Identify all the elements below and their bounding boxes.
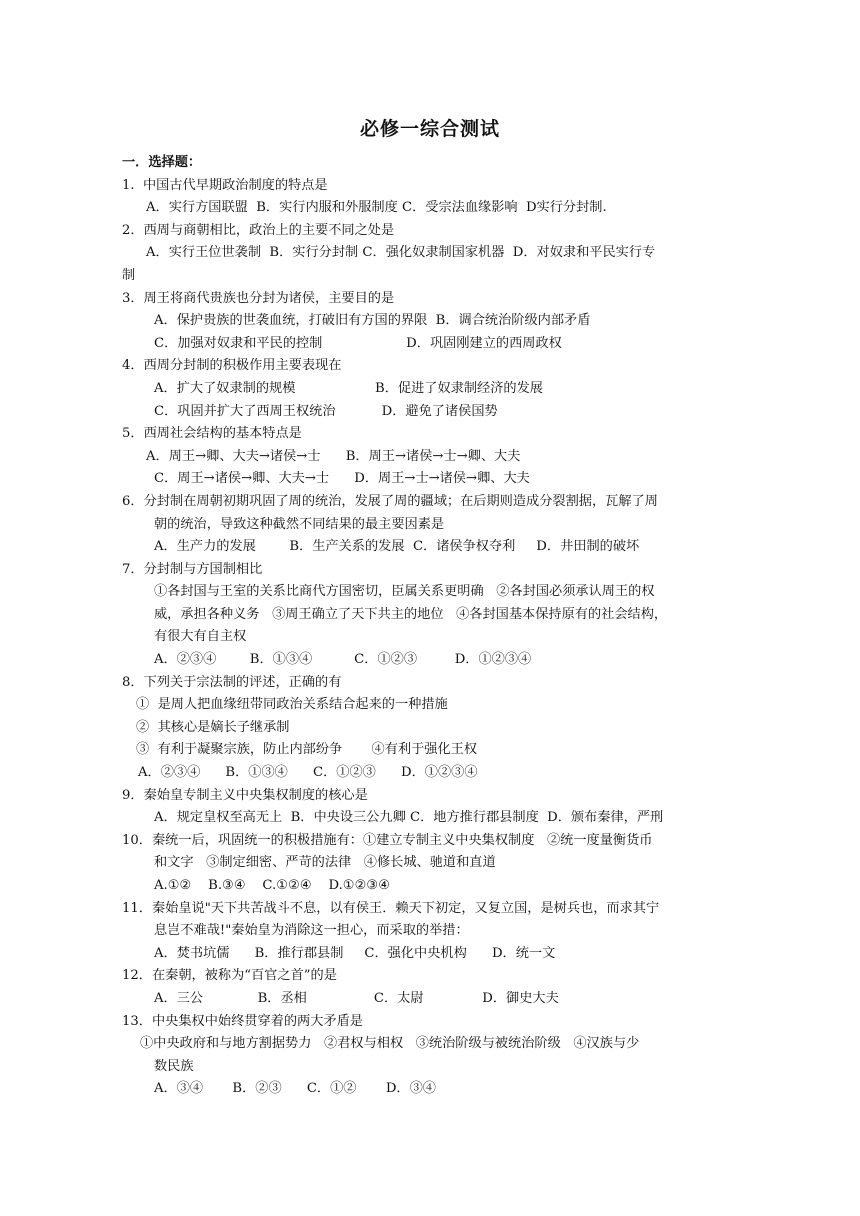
text-line: C．巩固并扩大了西周王权统治 D．避免了诸侯国势 xyxy=(154,403,498,419)
text-line: 8．下列关于宗法制的评述，正确的有 xyxy=(122,674,342,690)
text-line: A．三公 B．丞相 C．太尉 D．御史大夫 xyxy=(154,990,559,1006)
text-line: 威，承担各种义务 ③周王确立了天下共主的地位 ④各封国基本保持原有的社会结构， xyxy=(154,606,668,622)
text-line: A．保护贵族的世袭血统，打破旧有方国的界限 B．调合统治阶级内部矛盾 xyxy=(154,313,591,329)
text-line: A．生产力的发展 B．生产关系的发展 C．诸侯争权夺利 D．井田制的破坏 xyxy=(154,539,640,555)
text-line: A．规定皇权至高无上 B．中央设三公九卿 C．地方推行郡县制度 D．颁布秦律，严刑 xyxy=(154,810,664,826)
text-line: 4．西周分封制的积极作用主要表现在 xyxy=(122,358,342,374)
text-line: 1. 中国古代早期政治制度的特点是 xyxy=(122,177,328,193)
text-line: ①各封国与王室的关系比商代方国密切，臣属关系更明确 ②各封国必须承认周王的权 xyxy=(154,584,655,600)
text-line: A．③④ B．②③ C．①② D．③④ xyxy=(154,1081,436,1097)
text-line: 6．分封制在周朝初期巩固了周的统治，发展了周的疆域；在后期则造成分裂割据，瓦解了周 xyxy=(122,493,658,509)
text-line: A．②③④ B．①③④ C．①②③ D．①②③④ xyxy=(154,652,532,668)
text-line: A．②③④ B．①③④ C．①②③ D．①②③④ xyxy=(138,765,478,781)
text-line: C．周王→诸侯→卿、大夫→士 D．周王→士→诸侯→卿、大夫 xyxy=(154,471,530,487)
text-line: 3．周王将商代贵族也分封为诸侯，主要目的是 xyxy=(122,290,395,306)
text-line: 和文字 ③制定细密、严苛的法律 ④修长城、驰道和直道 xyxy=(154,855,496,871)
text-line: A．周王→卿、大夫→诸侯→士 B．周王→诸侯→士→卿、大夫 xyxy=(146,448,521,464)
text-line: A.①② B.③④ C.①②④ D.①②③④ xyxy=(154,878,391,893)
text-line: ① 是周人把血缘纽带同政治关系结合起来的一种措施 xyxy=(136,697,448,713)
text-line: 5．西周社会结构的基本特点是 xyxy=(122,426,302,442)
question-list xyxy=(122,152,742,1101)
text-line: 息岂不难哉!"秦始皇为消除这一担心，而采取的举措： xyxy=(154,923,469,939)
text-line: 10．秦统一后，巩固统一的积极措施有：①建立专制主义中央集权制度 ②统一度量衡货币 xyxy=(122,832,653,848)
text-line: 有很大有自主权 xyxy=(154,629,247,645)
text-line: 11．秦始皇说"天下共苦战斗不息，以有侯王．赖天下初定，又复立国，是树兵也，而求其宁 xyxy=(122,900,660,916)
text-line: ①中央政府和与地方割据势力 ②君权与相权 ③统治阶级与被统治阶级 ④汉族与少 xyxy=(140,1036,640,1052)
text-line: A．焚书坑儒 B．推行郡县制 C．强化中央机构 D．统一文 xyxy=(154,945,556,961)
text-line: A．实行王位世袭制 B．实行分封制 C．强化奴隶制国家机器 D．对奴隶和平民实行专 xyxy=(146,245,656,261)
text-line: ③ 有利于凝聚宗族，防止内部纷争 ④有利于强化王权 xyxy=(136,742,478,758)
text-line: 朝的统治，导致这种截然不同结果的最主要因素是 xyxy=(154,516,445,532)
text-line: 13．中央集权中始终贯穿着的两大矛盾是 xyxy=(122,1013,363,1029)
text-line: 7．分封制与方国制相比 xyxy=(122,561,263,577)
text-line: A．扩大了奴隶制的规模 B．促进了奴隶制经济的发展 xyxy=(154,380,543,396)
text-line: 数民族 xyxy=(154,1058,194,1074)
page-title: 必修一综合测试 xyxy=(359,118,500,140)
text-line: 2．西周与商朝相比，政治上的主要不同之处是 xyxy=(122,222,395,238)
section-heading: 一．选择题： xyxy=(122,155,202,170)
text-line: 9．秦始皇专制主义中央集权制度的核心是 xyxy=(122,787,368,803)
text-line: ② 其核心是嫡长子继承制 xyxy=(136,719,290,735)
text-line: C．加强对奴隶和平民的控制 D．巩固刚建立的西周政权 xyxy=(154,335,562,351)
text-line: A．实行方国联盟 B．实行内服和外服制度 C．受宗法血缘影响 D实行分封制. xyxy=(146,200,607,216)
text-line: 制 xyxy=(122,267,136,283)
question-lines xyxy=(122,175,742,1101)
text-line: 12．在秦朝，被称为“百官之首”的是 xyxy=(122,968,337,984)
